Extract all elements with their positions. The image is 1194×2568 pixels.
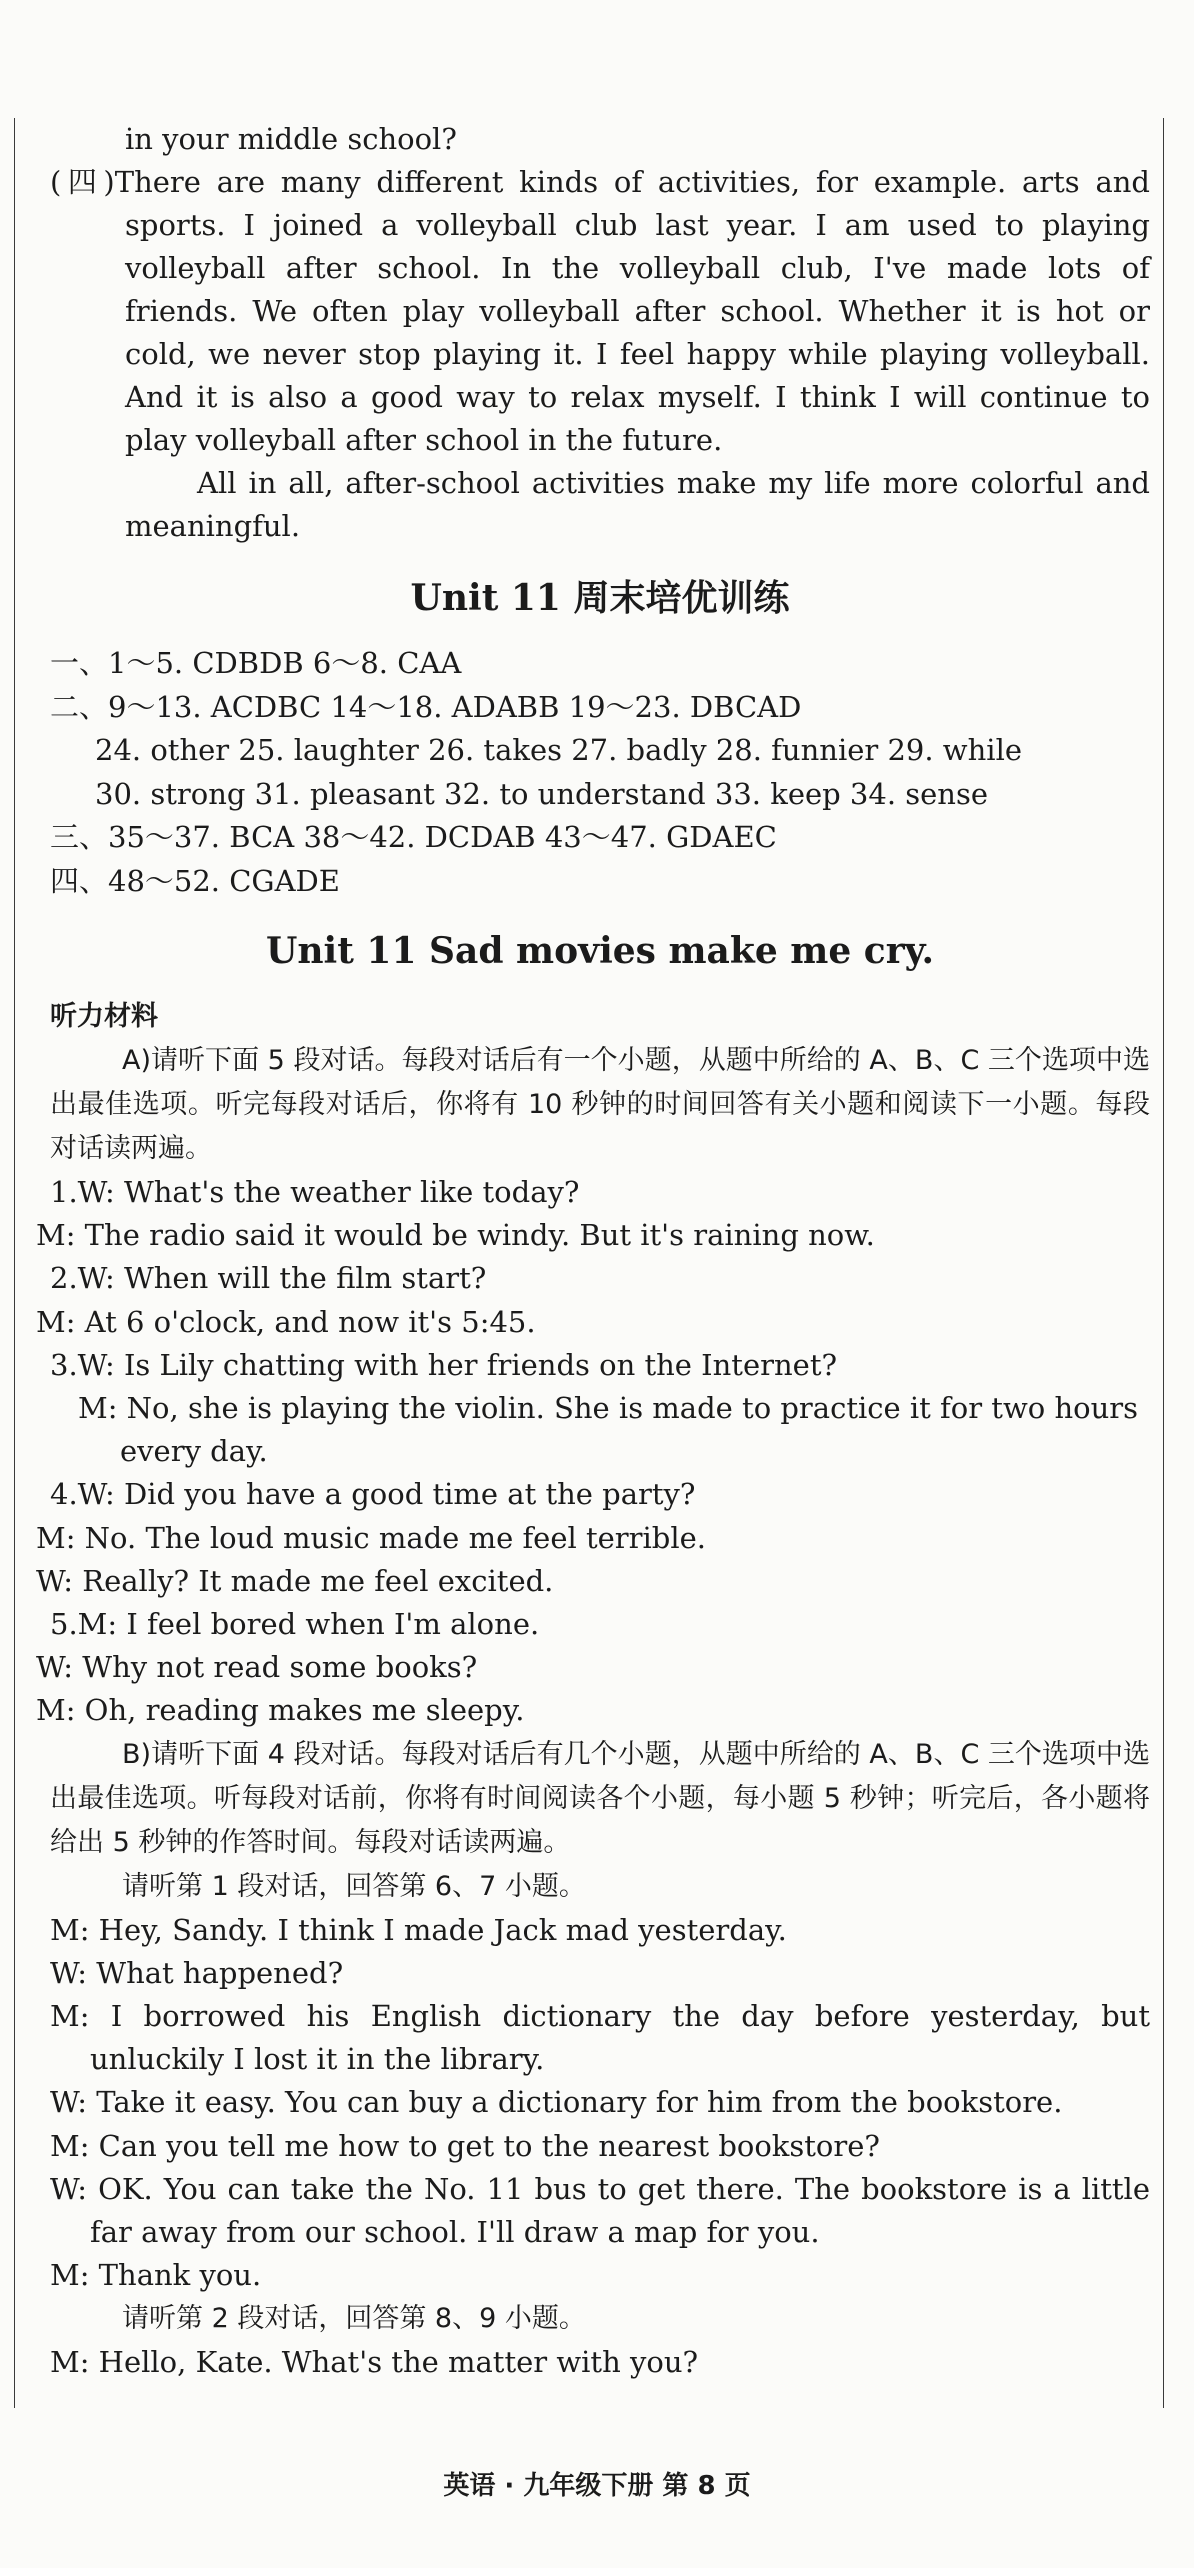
answer-line: 四、48～52. CGADE: [50, 863, 340, 898]
dialogue-item: [50, 1344, 1150, 1474]
dialogue-line: M: Oh, reading makes me sleepy.: [36, 1693, 525, 1728]
dialogue-line: M: Hello, Kate. What's the matter with you?: [50, 2345, 699, 2380]
item-number: 4.: [50, 1477, 78, 1512]
answer-line: 30. strong 31. pleasant 32. to understand 33. keep 34. sense: [95, 776, 989, 811]
essay-section: [50, 118, 1150, 548]
dialogue-line: [50, 1257, 1150, 1300]
dialogue-2-heading: 请听第 2 段对话，回答第 8、9 小题。: [122, 2303, 586, 2335]
answer-key: [50, 642, 1150, 903]
dialogue-item: [36, 1171, 1150, 1257]
dialogue-line: M: Can you tell me how to get to the nearest bookstore?: [50, 2128, 880, 2163]
line-text: W: Is Lily chatting with her friends on the Internet?: [77, 1347, 838, 1382]
dialogue-line: M: The radio said it would be windy. But it's raining now.: [36, 1218, 875, 1253]
dialogue-2: [50, 2341, 1150, 2384]
page-content: [36, 118, 1150, 2385]
dialogue-line: [50, 1344, 1150, 1387]
dialogue-1: [50, 1909, 1150, 2298]
answer-line: 一、1～5. CDBDB 6～8. CAA: [50, 646, 462, 680]
essay-paragraph-1: [50, 161, 1150, 462]
part-a-dialogues: [36, 1171, 1150, 1733]
right-margin-rule: [1163, 118, 1164, 2408]
answer-line: 三、35～37. BCA 38～42. DCDAB 43～47. GDAEC: [50, 820, 777, 854]
line-text: W: What's the weather like today?: [77, 1175, 580, 1209]
item-number: 3.: [50, 1347, 78, 1382]
item-number: 2.: [50, 1261, 78, 1296]
line-text: W: Did you have a good time at the party?: [77, 1477, 696, 1512]
section-heading: 听力材料: [50, 1001, 158, 1032]
dialogue-item: [36, 1603, 1150, 1733]
dialogue-line: W: Really? It made me feel excited.: [36, 1563, 554, 1598]
dialogue-item: [36, 1473, 1150, 1603]
essay-paragraph-1-text: There are many different kinds of activities, for example. arts and sports. I joined a volleyball club last year. I am used to playing volleyball after school. In the volleyball club, I've made lots of friends. We often play volleyball after school. Whether it is hot or cold, we never stop playing it. I feel happy while playing volleyball. And it is also a good way to relax myself. I think I will continue to play volleyball after school in the future.: [114, 165, 1150, 457]
dialogue-line: M: I borrowed his English dictionary the day before yesterday, but unluckily I lost it in the library.: [50, 1999, 1150, 2077]
dialogue-line: M: No. The loud music made me feel terrible.: [36, 1520, 707, 1555]
dialogue-line: M: Thank you.: [50, 2258, 262, 2293]
essay-label: (四): [50, 165, 115, 199]
part-b-intro: B)请听下面 4 段对话。每段对话后有几个小题，从题中所给的 A、B、C 三个选项中选出最佳选项。听每段对话前，你将有时间阅读各个小题，每小题 5 秒钟；听完后，各小题将给出 5 秒钟的作答时间。每段对话读两遍。: [50, 1738, 1150, 1858]
item-number: 5.: [50, 1607, 78, 1642]
dialogue-line: M: No, she is playing the violin. She is made to practice it for two hours every day.: [78, 1391, 1139, 1469]
dialogue-line: M: At 6 o'clock, and now it's 5:45.: [36, 1304, 536, 1339]
answer-line: 24. other 25. laughter 26. takes 27. badly 28. funnier 29. while: [95, 733, 1023, 767]
dialogue-line: [50, 1473, 1150, 1516]
dialogue-line: [50, 1171, 1150, 1214]
item-number: 1.: [50, 1175, 78, 1209]
dialogue-item: [36, 1257, 1150, 1343]
essay-paragraph-2: All in all, after-school activities make my life more colorful and meaningful.: [125, 466, 1150, 543]
dialogue-line: M: Hey, Sandy. I think I made Jack mad yesterday.: [50, 1912, 787, 1947]
dialogue-line: W: Take it easy. You can buy a dictionary for him from the bookstore.: [50, 2085, 1063, 2120]
page-footer: 英语 · 九年级下册 第 8 页: [443, 2471, 751, 2501]
dialogue-line: W: What happened?: [50, 1955, 344, 1990]
essay-first-line: in your middle school?: [125, 122, 457, 156]
part-a-intro: A)请听下面 5 段对话。每段对话后有一个小题，从题中所给的 A、B、C 三个选项中选出最佳选项。听完每段对话后，你将有 10 秒钟的时间回答有关小题和阅读下一小题。每段对话读两遍。: [50, 1045, 1150, 1164]
dialogue-line: [50, 1603, 1150, 1646]
dialogue-line: W: OK. You can take the No. 11 bus to get there. The bookstore is a little far away from our school. I'll draw a map for you.: [50, 2171, 1150, 2250]
line-text: W: When will the film start?: [77, 1261, 487, 1296]
dialogue-line: W: Why not read some books?: [36, 1650, 478, 1685]
answer-line: 二、9～13. ACDBC 14～18. ADABB 19～23. DBCAD: [50, 689, 802, 724]
weekend-training-title: Unit 11 周末培优训练: [410, 577, 790, 619]
line-text: M: I feel bored when I'm alone.: [77, 1607, 540, 1642]
left-margin-rule: [14, 118, 15, 2408]
unit-title: Unit 11 Sad movies make me cry.: [265, 930, 934, 972]
dialogue-1-heading: 请听第 1 段对话，回答第 6、7 小题。: [122, 1870, 586, 1902]
